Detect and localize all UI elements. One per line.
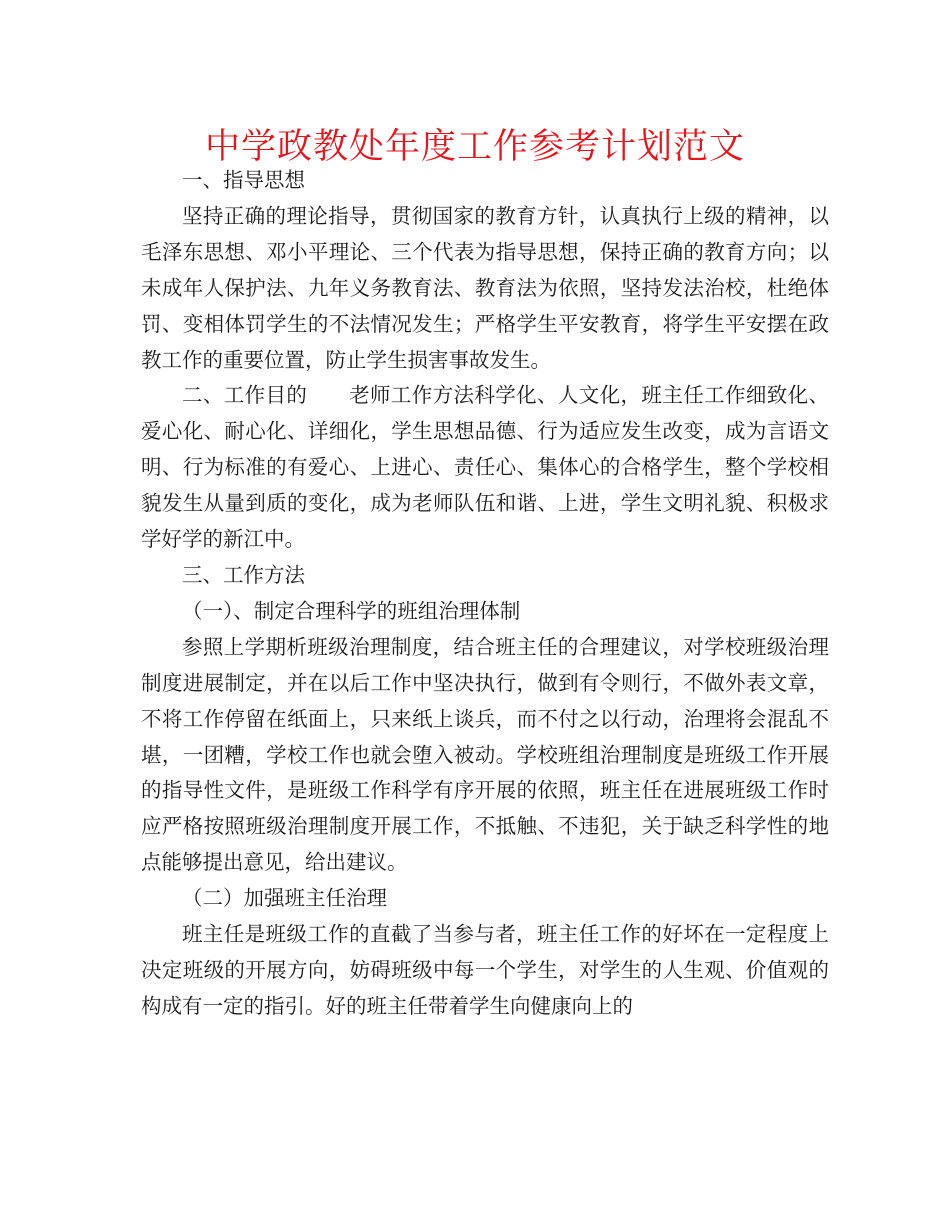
paragraph-head-teacher-management: 班主任是班级工作的直截了当参与者，班主任工作的好坏在一定程度上决定班级的开展方向，妨碍班级中每一个学生，对学生的人生观、价值观的构成有一定的指引。好的班主任带着学生向健康向上的	[141, 922, 829, 1018]
paragraph-class-management-system: 参照上学期析班级治理制度，结合班主任的合理建议，对学校班级治理制度进展制定，并在以后工作中坚决执行，做到有令则行，不做外表文章，不将工作停留在纸面上，只来纸上谈兵，而不付之以行动，治理将会混乱不堪，一团糟，学校工作也就会堕入被动。学校班组治理制度是班级工作开展的指导性文件，是班级工作科学有序开展的依照，班主任在进展班级工作时应严格按照班级治理制度开展工作，不抵触、不违犯，关于缺乏科学性的地点能够提出意见，给出建议。	[141, 634, 829, 875]
section-heading-work-methods: 三、工作方法	[182, 562, 305, 587]
section-heading-guiding-ideology: 一、指导思想	[182, 168, 305, 192]
paragraph-work-goals: 二、工作目的 老师工作方法科学化、人文化，班主任工作细致化、爱心化、耐心化、详细化，学生思想品德、行为适应发生改变，成为言语文明、行为标准的有爱心、上进心、责任心、集体心的合格学生，整个学校相貌发生从量到质的变化，成为老师队伍和谐、上进，学生文明礼貌、积极求学好学的新江中。	[141, 383, 829, 552]
paragraph-guiding-ideology: 坚持正确的理论指导，贯彻国家的教育方针，认真执行上级的精神，以毛泽东思想、邓小平理论、三个代表为指导思想，保持正确的教育方向；以未成年人保护法、九年义务教育法、教育法为依照，坚持发法治校，杜绝体罚、变相体罚学生的不法情况发生；严格学生平安教育，将学生平安摆在政教工作的重要位置，防止学生损害事故发生。	[141, 203, 829, 372]
subheading-head-teacher-management: （二）加强班主任治理	[182, 886, 387, 911]
subheading-class-management-system: （一）、制定合理科学的班组治理体制	[182, 598, 521, 623]
document-title: 中学政教处年度工作参考计划范文	[204, 127, 745, 167]
document-body	[141, 163, 829, 1025]
